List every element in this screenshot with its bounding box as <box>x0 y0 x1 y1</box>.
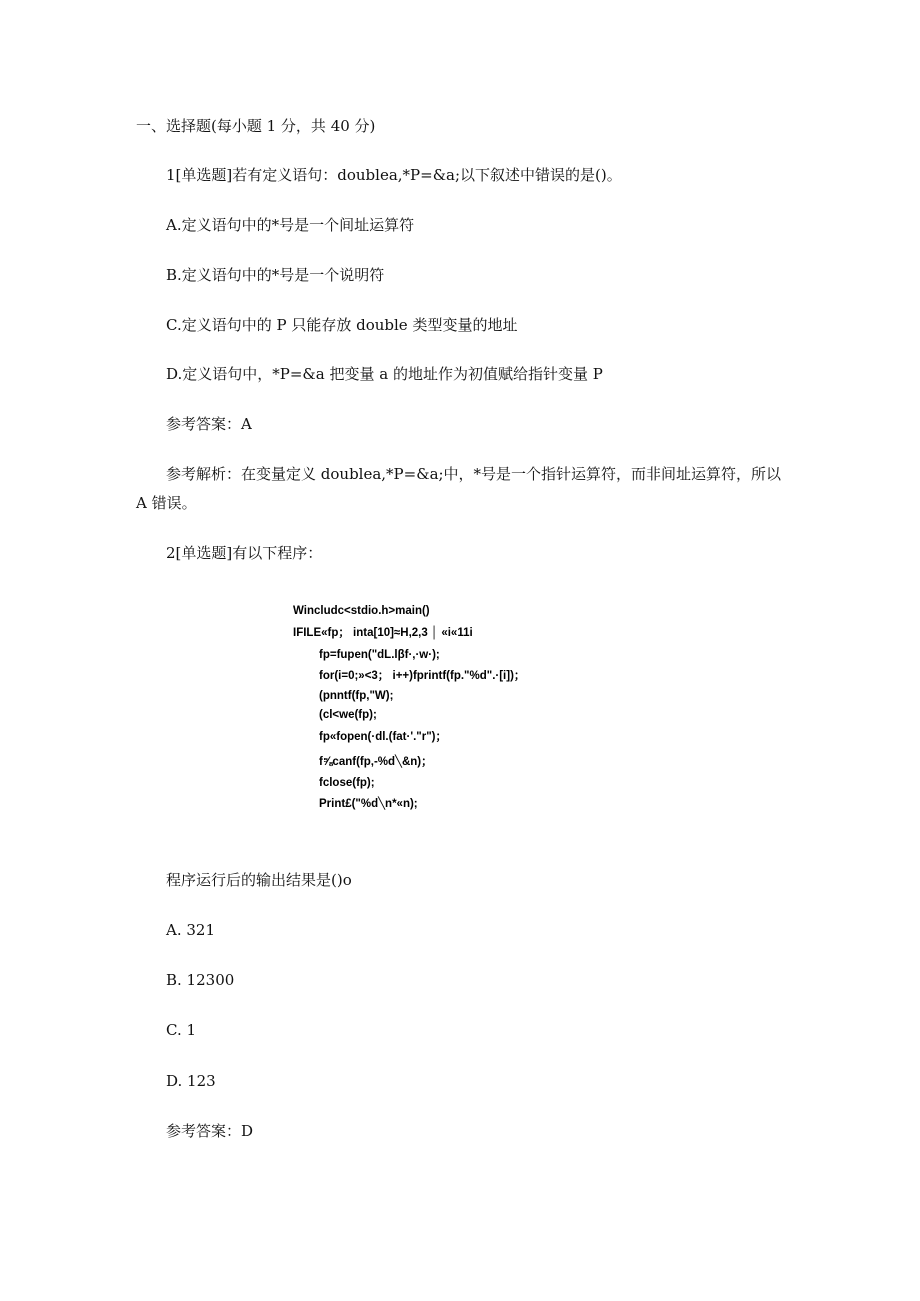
code-line: IFILE«fp； inta[10]≈H,2,3 │ «i«11i <box>293 627 473 639</box>
question-2-option-d: D. 123 <box>166 1072 216 1090</box>
question-2-prompt: 程序运行后的输出结果是()o <box>166 871 352 889</box>
question-1-analysis-line-1: 参考解析：在变量定义 doublea,*P=&a;中，*号是一个指针运算符，而非间址运算符，所以 <box>166 465 782 483</box>
question-1-option-a: A.定义语句中的*号是一个间址运算符 <box>166 216 415 234</box>
code-line: fp«fopen(·dl.(fat·'."r")； <box>319 731 447 743</box>
code-line: for(i=0;»<3； i++)fprintf(fp."%d".·[i])； <box>319 670 526 682</box>
question-2-answer: 参考答案：D <box>166 1122 254 1140</box>
code-line: Wincludc<stdio.h>main() <box>293 605 430 617</box>
code-line: (pnntf(fp,"W); <box>319 690 394 702</box>
code-line: Print£("%d╲n*«n); <box>319 798 418 810</box>
question-1-option-c: C.定义语句中的 P 只能存放 double 类型变量的地址 <box>166 316 518 334</box>
question-2-option-b: B. 12300 <box>166 971 235 989</box>
question-1-analysis-line-2: A 错误。 <box>136 494 197 512</box>
question-2-option-a: A. 321 <box>166 921 215 939</box>
code-line: f⅝canf(fp,-%d╲&n)； <box>319 756 433 768</box>
section-heading: 一、选择题(每小题 1 分，共 40 分) <box>136 117 376 135</box>
question-1-answer: 参考答案：A <box>166 415 252 433</box>
question-1-option-b: B.定义语句中的*号是一个说明符 <box>166 266 385 284</box>
question-1-option-d: D.定义语句中，*P=&a 把变量 a 的地址作为初值赋给指针变量 P <box>166 365 603 383</box>
question-2-option-c: C. 1 <box>166 1021 197 1039</box>
code-line: (cl<we(fp); <box>319 709 377 721</box>
code-line: fclose(fp); <box>319 777 375 789</box>
question-2-stem: 2[单选题]有以下程序： <box>166 544 323 562</box>
question-1-stem: 1[单选题]若有定义语句：doublea,*P=&a;以下叙述中错误的是()。 <box>166 166 622 184</box>
code-line: fp=fupen("dL.lβf·,·w·); <box>319 649 440 661</box>
